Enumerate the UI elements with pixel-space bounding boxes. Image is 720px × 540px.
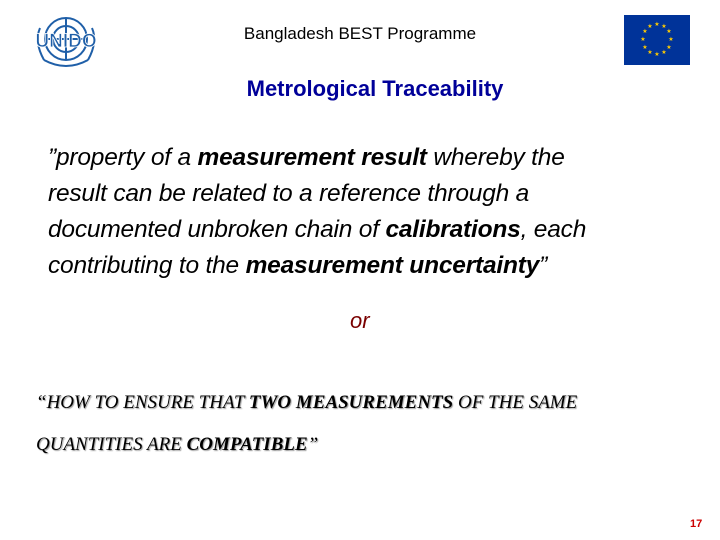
- definition-text: contributing to the: [48, 252, 246, 279]
- svg-text:★: ★: [647, 49, 653, 56]
- alternative-text: OF THE SAME: [453, 392, 578, 413]
- svg-text:★: ★: [661, 23, 667, 30]
- unido-logo-text: UNIDO: [35, 31, 97, 52]
- svg-text:★: ★: [640, 36, 646, 43]
- page-number: 17: [690, 518, 703, 530]
- definition-emphasis: measurement uncertainty: [245, 252, 540, 279]
- svg-text:★: ★: [666, 28, 672, 35]
- svg-text:★: ★: [661, 49, 667, 56]
- definition-emphasis: calibrations: [385, 216, 521, 243]
- alternative-line: [36, 434, 318, 456]
- definition-emphasis: measurement result: [197, 144, 427, 171]
- separator-or: or: [350, 308, 370, 333]
- alternative-emphasis: TWO MEASUREMENTS: [248, 392, 454, 413]
- alternative-line: [36, 392, 577, 414]
- svg-text:★: ★: [666, 44, 672, 51]
- eu-flag-icon: [624, 15, 690, 65]
- svg-text:★: ★: [654, 51, 660, 58]
- eu-flag: [624, 15, 690, 65]
- definition-line: [48, 140, 708, 176]
- definition-text: ”: [539, 252, 548, 279]
- svg-text:★: ★: [642, 28, 648, 35]
- svg-text:★: ★: [668, 36, 674, 43]
- svg-text:★: ★: [647, 23, 653, 30]
- traceability-definition: [48, 140, 708, 284]
- definition-line: [48, 212, 708, 248]
- alternative-emphasis: COMPATIBLE: [186, 434, 308, 455]
- svg-text:★: ★: [642, 44, 648, 51]
- definition-line: result can be related to a reference through a: [48, 180, 530, 207]
- definition-text: documented unbroken chain of: [48, 216, 386, 243]
- alternative-text: “HOW TO ENSURE THAT: [36, 392, 249, 413]
- definition-line: [48, 248, 708, 284]
- programme-title: Bangladesh BEST Programme: [243, 24, 477, 43]
- alternative-text: QUANTITIES ARE: [36, 434, 187, 455]
- definition-text: whereby the: [426, 144, 565, 171]
- definition-text: , each: [520, 216, 587, 243]
- alternative-text: ”: [307, 434, 319, 455]
- svg-text:★: ★: [654, 21, 660, 28]
- definition-text: ”property of a: [48, 144, 198, 171]
- slide-title: Metrological Traceability: [246, 76, 504, 101]
